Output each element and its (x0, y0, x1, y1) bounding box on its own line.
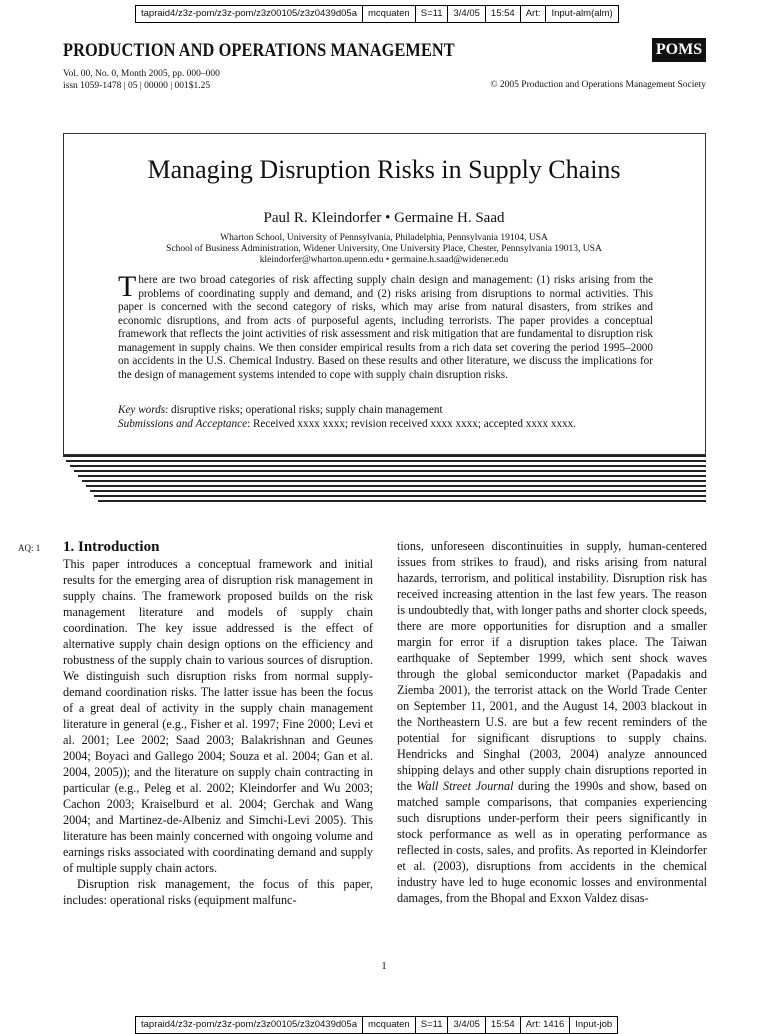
slug-field: tapraid4/z3z-pom/z3z-pom/z3z00105/z3z0439d05a (136, 6, 363, 22)
paragraph-text: during the 1990s and show, based on matched sample comparisons, that companies experiencing such disruptions under-perform their peers significantly in stock performance as well as in operating performance as reflected in costs, sales, and profits. As reported in Kleindorfer et al. (2003), disruptions from accidents in the chemical industry have led to huge economic losses and environmental damages, from the Bhopal and Exxon Valdez disas- (397, 779, 707, 905)
keywords-label: Key words (118, 404, 166, 416)
slug-field: 15:54 (486, 6, 521, 22)
journal-citation: Wall Street Journal (416, 779, 514, 793)
keywords-text: : disruptive risks; operational risks; supply chain management (165, 404, 443, 416)
slug-field: Input-job (575, 1019, 613, 1030)
author-query-marker: AQ: 1 (18, 543, 41, 553)
copyright-notice: © 2005 Production and Operations Management Society (490, 80, 706, 90)
slug-field: Input-alm(alm) (551, 8, 613, 19)
slug-field: mcquaten (363, 6, 416, 22)
decorative-stripes (63, 455, 706, 503)
body-column-left (63, 538, 373, 908)
slug-field: S=11 (416, 1017, 449, 1033)
author-emails: kleindorfer@wharton.upenn.edu • germaine.h.saad@widener.edu (259, 255, 509, 265)
paragraph: Disruption risk management, the focus of this paper, includes: operational risks (equipment malfunc- (63, 877, 373, 907)
body-column-right (397, 538, 707, 906)
slug-field: 3/4/05 (448, 6, 485, 22)
abstract (118, 270, 653, 382)
slug-field: mcquaten (363, 1017, 416, 1033)
submissions-text: : Received xxxx xxxx; revision received xxxx xxxx; accepted xxxx xxxx. (247, 417, 577, 430)
slug-field: Art: (521, 6, 547, 22)
print-slug-bottom (135, 1016, 618, 1034)
slug-field: 3/4/05 (448, 1017, 485, 1033)
abstract-text: here are two broad categories of risk affecting supply chain design and management: (1) risks arising from the problems of coordinating supply and demand, and (2) risks arising from disruptions to normal activities. This paper is concerned with the second category of risks, which may arise from natural disasters, from strikes and economic disruptions, and from acts of purposeful agents, including terrorists. The paper provides a conceptual framework that reflects the joint activities of risk assessment and risk mitigation that are fundamental to disruption risk management in supply chains. We then consider empirical results from a rich data set covering the period 1995–2000 on accidents in the U.S. Chemical Industry. Based on these results and other literature, we discuss the implications for the design of management systems intended to cope with supply chain disruption risks. (118, 274, 653, 381)
slug-field: 15:54 (486, 1017, 521, 1033)
slug-field: tapraid4/z3z-pom/z3z-pom/z3z00105/z3z0439d05a (136, 1017, 363, 1033)
article-authors: Paul R. Kleindorfer • Germaine H. Saad (263, 210, 505, 226)
slug-field: S=11 (416, 6, 449, 22)
keywords-block (118, 404, 678, 431)
journal-logo: POMS (652, 38, 706, 62)
article-title: Managing Disruption Risks in Supply Chains (147, 155, 621, 184)
paragraph (397, 538, 707, 906)
volume-info: Vol. 00, No. 0, Month 2005, pp. 000–000 (63, 69, 220, 79)
affiliation-2: School of Business Administration, Widener University, One University Place, Chester, Pennsylvania 19013, USA (166, 244, 602, 254)
page-number: 1 (381, 960, 387, 972)
submissions-label: Submissions and Acceptance (118, 417, 248, 430)
issn-info: issn 1059-1478 | 05 | 00000 | 001$1.25 (63, 81, 211, 91)
abstract-dropcap: T (118, 270, 137, 303)
section-heading: 1. Introduction (63, 539, 160, 555)
paragraph: This paper introduces a conceptual framework and initial results for the emerging area of disruption risk management in supply chains. The framework proposed builds on the risk management literature and models of supply chain coordination. The key issue addressed is the effect of alternative supply chain design options on the efficiency and robustness of the supply chain to various sources of disruption. We distinguish such disruption risks from normal supply-demand coordination risks. The latter issue has been the focus of a great deal of activity in the supply chain management literature in general (e.g., Fisher et al. 1997; Fine 2000; Levi et al. 2001; Lee 2002; Saad 2003; Balakrishnan and Geunes 2004; Boyaci and Gallego 2004; Souza et al. 2004; Gan et al. 2004, 2005)); and the literature on supply chain contracting in particular (e.g., Peleg et al. 2002; Kleindorfer and Wu 2003; Cachon 2003; Kraiselburd et al. 2004; Gerchak and Wang 2004; and Martinez-de-Albeniz and Simchi-Levi 2005). This literature has been mainly concerned with ongoing volume and earnings risks associated with coordinating demand and supply of multiple supply chain actors. (63, 557, 373, 875)
paragraph-text: tions, unforeseen discontinuities in supply, human-centered issues from strikes to fraud), and risks arising from natural hazards, terrorism, and political instability. Disruption risk has received increasing attention in the last few years. The reason is undoubtedly that, with longer paths and shorter clock speeds, there are more opportunities for disruption and a smaller margin for error if a disruption takes place. The Taiwan earthquake of September 1999, which sent shock waves through the global semiconductor market (Papadakis and Ziemba 2001), the terrorist attack on the World Trade Center on September 11, 2001, and the August 14, 2003 blackout in the Northeastern U.S. are but a few recent reminders of the potential for significant disruptions to supply chains. Hendricks and Singhal (2003, 2004) analyze announced shipping delays and other supply chain disruptions reported in the (397, 539, 707, 793)
affiliation-1: Wharton School, University of Pennsylvania, Philadelphia, Pennsylvania 19104, USA (220, 233, 548, 243)
print-slug-top (135, 5, 619, 23)
journal-name: PRODUCTION AND OPERATIONS MANAGEMENT (63, 40, 455, 61)
slug-field: Art: 1416 (521, 1017, 571, 1033)
